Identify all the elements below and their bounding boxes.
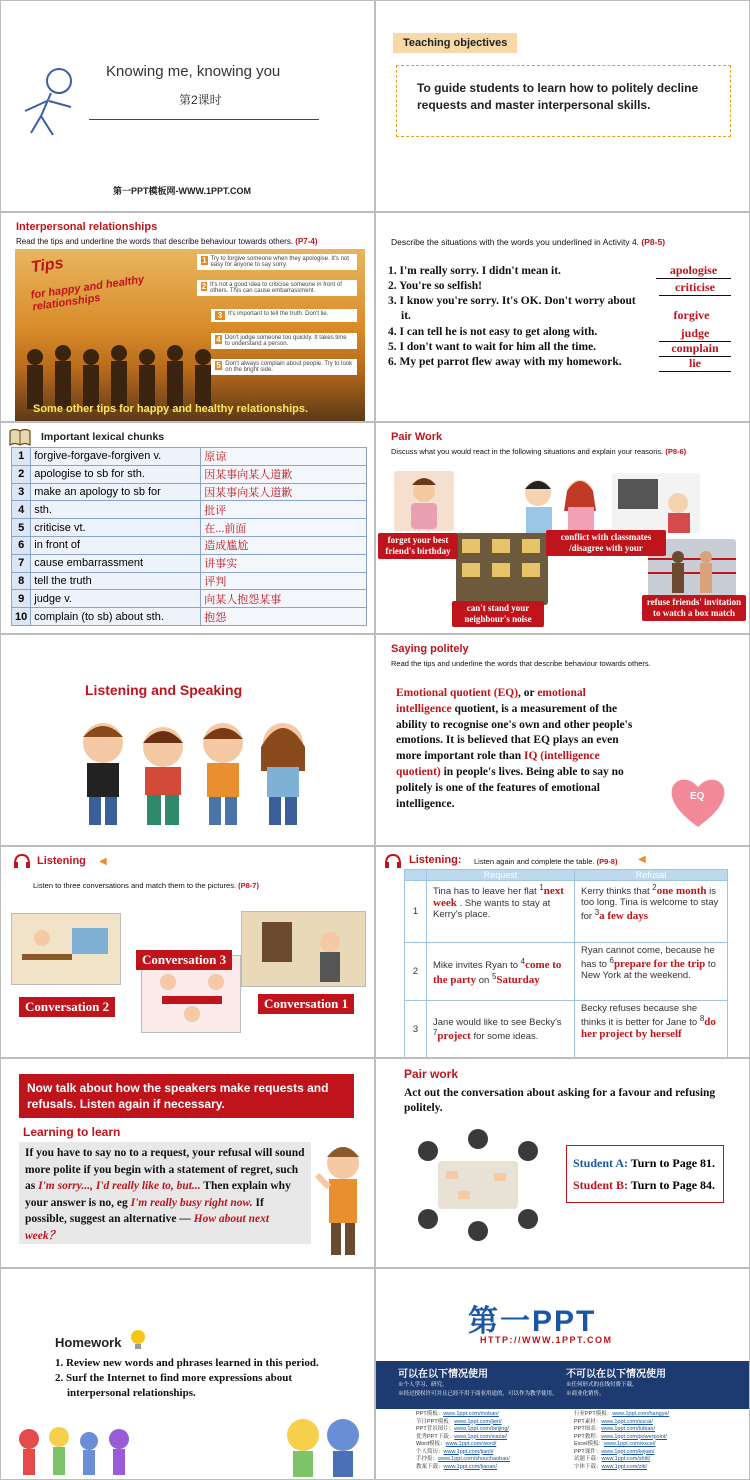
allowed-line: ※经过授权许可并且已经不用于商业用途的，可以作为教学使用。 xyxy=(398,1391,558,1397)
slide-heading: Homework xyxy=(55,1335,122,1350)
pair-work-text: Act out the conversation about asking for a favour and refusing politely. xyxy=(404,1087,716,1114)
slide-heading: Listening xyxy=(37,855,86,867)
objectives-text: To guide students to learn how to politely decline requests and master interpersonal skills. xyxy=(396,65,731,137)
neighbour-building xyxy=(456,533,548,605)
tip-card: 2 It's not a good idea to criticise someone in front of others. This can cause embarrassment. xyxy=(197,280,357,296)
talk-banner: Now talk about how the speakers make requests and refusals. Listen again if necessary. xyxy=(19,1074,354,1118)
classmates-cartoon xyxy=(516,471,606,533)
slide-heading: Pair Work xyxy=(391,431,443,443)
sentence-3-cont: it. xyxy=(401,310,411,322)
people-silhouettes xyxy=(15,339,215,409)
allowed-line: ※个人学习、研究。 xyxy=(398,1382,448,1388)
slide-listening-speaking[interactable] xyxy=(0,634,375,846)
label-conflict: conflict with classmates /disagree with your xyxy=(546,530,666,556)
four-kids-illustration xyxy=(73,713,313,829)
speaker-icon: ◀ xyxy=(99,856,107,867)
friends-photo xyxy=(15,249,365,421)
sentence-2: 2. You're so selfish! xyxy=(388,280,482,292)
slide-site-info[interactable] xyxy=(375,1268,750,1480)
room-picture-1 xyxy=(11,913,121,985)
table-row: 5 criticise vt. 在...前面 xyxy=(12,519,367,537)
forbidden-line: ※任何形式的在线付费下载。 xyxy=(566,1382,638,1388)
link-row[interactable]: Excel模板：www.1ppt.com/excel/ xyxy=(574,1441,656,1447)
table-row: 3 Jane would like to see Becky's $^7$project for some ideas. Becky refuses because she thinks it is better for Jane to $^8$do her project by herself xyxy=(405,1001,728,1059)
table-row: 8 tell the truth 评判 xyxy=(12,572,367,590)
slide-homework[interactable] xyxy=(0,1268,375,1480)
sentence-6: 6. My pet parrot flew away with my homework. xyxy=(388,356,622,368)
table-row: 1 forgive-forgave-forgiven v. 原谅 xyxy=(12,448,367,466)
table-row: 3 make an apology to sb for 因某事向某人道歉 xyxy=(12,483,367,501)
table-row: 6 in front of 造成尴尬 xyxy=(12,536,367,554)
cartoon-characters-right xyxy=(279,1409,369,1479)
link-row[interactable]: 教案下载：www.1ppt.com/jiaoan/ xyxy=(416,1463,498,1470)
usage-banner xyxy=(376,1361,750,1409)
tip-card: 5 Don't always complain about people. Try to look on the bright side. xyxy=(211,359,357,375)
label-box-match: refuse friends' invitation to watch a box match xyxy=(642,595,746,621)
link-row[interactable]: PPT模板：www.1ppt.com/moban/ xyxy=(416,1411,499,1417)
link-row[interactable]: PPT课件：www.1ppt.com/kejian/ xyxy=(574,1448,655,1455)
instruction: Read the tips and underline the words that describe behaviour towards others. (P7-4) xyxy=(16,237,318,246)
sentence-1: 1. I'm really sorry. I didn't mean it. xyxy=(388,265,561,277)
slide-learning-to-learn[interactable] xyxy=(0,1058,375,1268)
link-row[interactable]: 字体下载：www.1ppt.com/ziti/ xyxy=(574,1463,648,1470)
answer-6: lie xyxy=(659,356,731,372)
answer-4: judge xyxy=(659,326,731,342)
eq-paragraph: Emotional quotient (EQ), or emotional intelligence quotient, is a measurement of the ability to recognise one's own and other people's emotions. It is believed that EQ plays an even more important role than IQ (intelligence quotient) in people's lives. Being able to say no politely is one of the features of emotional intelligence. xyxy=(396,687,633,810)
conversation-1-label: Conversation 1 xyxy=(258,994,354,1014)
sentence-4: 4. I can tell he is not easy to get along with. xyxy=(388,326,598,338)
link-row[interactable]: 行业PPT模板：www.1ppt.com/hangye/ xyxy=(574,1411,670,1417)
link-row[interactable]: PPT素材：www.1ppt.com/sucai/ xyxy=(574,1418,653,1425)
thinking-man-illustration xyxy=(313,1139,371,1259)
answer-2: criticise xyxy=(659,280,731,296)
room-picture-3 xyxy=(241,911,366,987)
learning-tip-box: If you have to say no to a request, your refusal will sound more polite if you begin with a statement of regret, such as I'm sorry..., I'd really like to, but... Then explain why your answer is no, eg I'm really busy right now. If possible, suggest an alternative — How about next week？ xyxy=(19,1142,311,1244)
slide-describe-situations[interactable] xyxy=(375,212,750,422)
slide-heading: Learning to learn xyxy=(23,1125,121,1139)
conversation-2-label: Conversation 2 xyxy=(19,997,115,1017)
eq-heart-icon: EQ xyxy=(668,775,728,831)
link-row[interactable]: 试题下载：www.1ppt.com/shiti/ xyxy=(574,1456,651,1462)
stick-figure-illustration xyxy=(11,61,91,141)
link-row[interactable]: 节日PPT模板：www.1ppt.com/jieri/ xyxy=(416,1418,502,1425)
objectives-tag: Teaching objectives xyxy=(393,33,517,53)
slide-pair-work-act[interactable] xyxy=(375,1058,750,1268)
slide-pair-work-situations[interactable] xyxy=(375,422,750,634)
slide-heading: Listening: xyxy=(409,854,462,866)
link-row[interactable]: 手抄报：www.1ppt.com/shouchaobao/ xyxy=(416,1456,510,1462)
site-url: HTTP://WWW.1PPT.COM xyxy=(480,1335,613,1345)
listening-table xyxy=(404,869,728,1058)
links-left xyxy=(416,1411,510,1471)
answer-5: complain xyxy=(659,341,731,357)
slide-saying-politely[interactable] xyxy=(375,634,750,846)
birthday-cartoon xyxy=(394,471,454,531)
table-row: 4 sth. 批评 xyxy=(12,501,367,519)
lexical-table xyxy=(11,447,367,626)
slide-heading: Pair work xyxy=(404,1067,459,1081)
slide-heading: Interpersonal relationships xyxy=(16,221,158,233)
tips-title: Tips xyxy=(29,254,65,277)
forbidden-line: ※商业化销售。 xyxy=(566,1391,605,1397)
instruction: Listen to three conversations and match them to the pictures. (P8-7) xyxy=(33,881,259,890)
slide-heading: Important lexical chunks xyxy=(41,431,165,443)
tv-cartoon xyxy=(612,473,700,533)
link-row[interactable]: PPT图表：www.1ppt.com/tubiao/ xyxy=(574,1426,656,1432)
links-right xyxy=(574,1411,669,1471)
slide-heading: Saying politely xyxy=(391,643,469,655)
tip-card: 3 It's important to tell the truth. Don't lie. xyxy=(211,309,357,322)
label-birthday: forget your best friend's birthday xyxy=(378,533,458,559)
link-row[interactable]: 个人简历：www.1ppt.com/jianli/ xyxy=(416,1448,494,1455)
homework-item-1: 1. Review new words and phrases learned in this period. xyxy=(55,1357,319,1369)
photo-caption: Some other tips for happy and healthy relationships. xyxy=(33,403,309,415)
answer-3: forgive xyxy=(673,308,710,322)
forbidden-title: 不可以在以下情况使用 xyxy=(566,1369,666,1380)
instruction: Listen again and complete the table. (P9-8) xyxy=(474,857,618,866)
slide-lexical-chunks[interactable] xyxy=(0,422,375,634)
sentence-5: 5. I don't want to wait for him all the time. xyxy=(388,341,597,353)
site-credit: 第一PPT模板网-WWW.1PPT.COM xyxy=(113,186,251,196)
refusal-header: Refusal xyxy=(575,870,728,881)
headphones-icon xyxy=(13,854,31,873)
allowed-title: 可以在以下情况使用 xyxy=(398,1369,488,1380)
table-row: 2 apologise to sb for sth. 因某事向某人道歉 xyxy=(12,465,367,483)
tip-card: 1 Try to forgive someone when they apologise. It's not easy for anyone to say sorry. xyxy=(197,254,357,270)
book-icon xyxy=(9,428,31,446)
headphones-icon xyxy=(384,854,402,873)
instruction: Discuss what you would react in the following situations and explain your reasons. (P8-6) xyxy=(391,447,687,456)
label-neighbour: can't stand your neighbour's noise xyxy=(452,601,544,627)
student-roles-box: Student A: Turn to Page 81. Student B: Turn to Page 84. xyxy=(566,1145,724,1203)
lightbulb-icon xyxy=(129,1329,147,1356)
slide-listening-match[interactable] xyxy=(0,846,375,1058)
answer-1: apologise xyxy=(656,263,731,279)
tips-subtitle: for happy and healthy relationships xyxy=(30,273,145,314)
instruction: Describe the situations with the words you underlined in Activity 4. (P8-5) xyxy=(391,237,666,247)
speaker-icon: ◀ xyxy=(638,854,646,865)
slide-complete-table[interactable] xyxy=(375,846,750,1058)
lesson-title: Knowing me, knowing you xyxy=(106,63,281,80)
table-row: 10 complain (to sb) about sth. 抱怨 xyxy=(12,608,367,626)
link-row[interactable]: PPT教程：www.1ppt.com/powerpoint/ xyxy=(574,1433,667,1440)
lesson-subtitle: 第2课时 xyxy=(179,93,222,107)
instruction: Read the tips and underline the words that describe behaviour towards others. xyxy=(391,659,651,668)
homework-item-2: 2. Surf the Internet to find more expressions about xyxy=(55,1372,293,1384)
link-row[interactable]: PPT背景图片：www.1ppt.com/beijing/ xyxy=(416,1426,509,1432)
cartoon-characters-left xyxy=(15,1419,135,1479)
table-row: 2 Mike invites Ryan to $^4$come to the party on $^5$Saturday Ryan cannot come, because he has to $^6$prepare for the trip to New York at the weekend. xyxy=(405,943,728,1001)
table-row: 9 judge v. 向某人抱怨某事 xyxy=(12,590,367,608)
section-title: Listening and Speaking xyxy=(85,682,243,698)
team-meeting-illustration xyxy=(398,1121,558,1249)
slide-title[interactable] xyxy=(0,0,375,212)
site-logo: 第一PPT xyxy=(468,1305,597,1338)
title-divider xyxy=(89,119,319,120)
tip-card: 4 Don't judge someone too quickly. It takes time to understand a person. xyxy=(211,333,357,349)
sentence-3: 3. I know you're sorry. It's OK. Don't worry about xyxy=(388,295,636,307)
request-header: Request xyxy=(427,870,575,881)
conversation-3-label: Conversation 3 xyxy=(136,950,232,970)
table-row: 1 Tina has to leave her flat $^1$next week . She wants to stay at Kerry's place. Kerry thinks that $^2$one month is too long. Tina is welcome to stay for $^3$a few days xyxy=(405,881,728,943)
slide-interpersonal-relationships[interactable] xyxy=(0,212,375,422)
homework-item-2-cont: interpersonal relationships. xyxy=(67,1387,196,1399)
slide-objectives[interactable] xyxy=(375,0,750,212)
link-row[interactable]: 优秀PPT下载：www.1ppt.com/xiazai/ xyxy=(416,1433,508,1440)
table-row: 7 cause embarrassment 讲事实 xyxy=(12,554,367,572)
link-row[interactable]: Word模板：www.1ppt.com/word/ xyxy=(416,1441,497,1447)
